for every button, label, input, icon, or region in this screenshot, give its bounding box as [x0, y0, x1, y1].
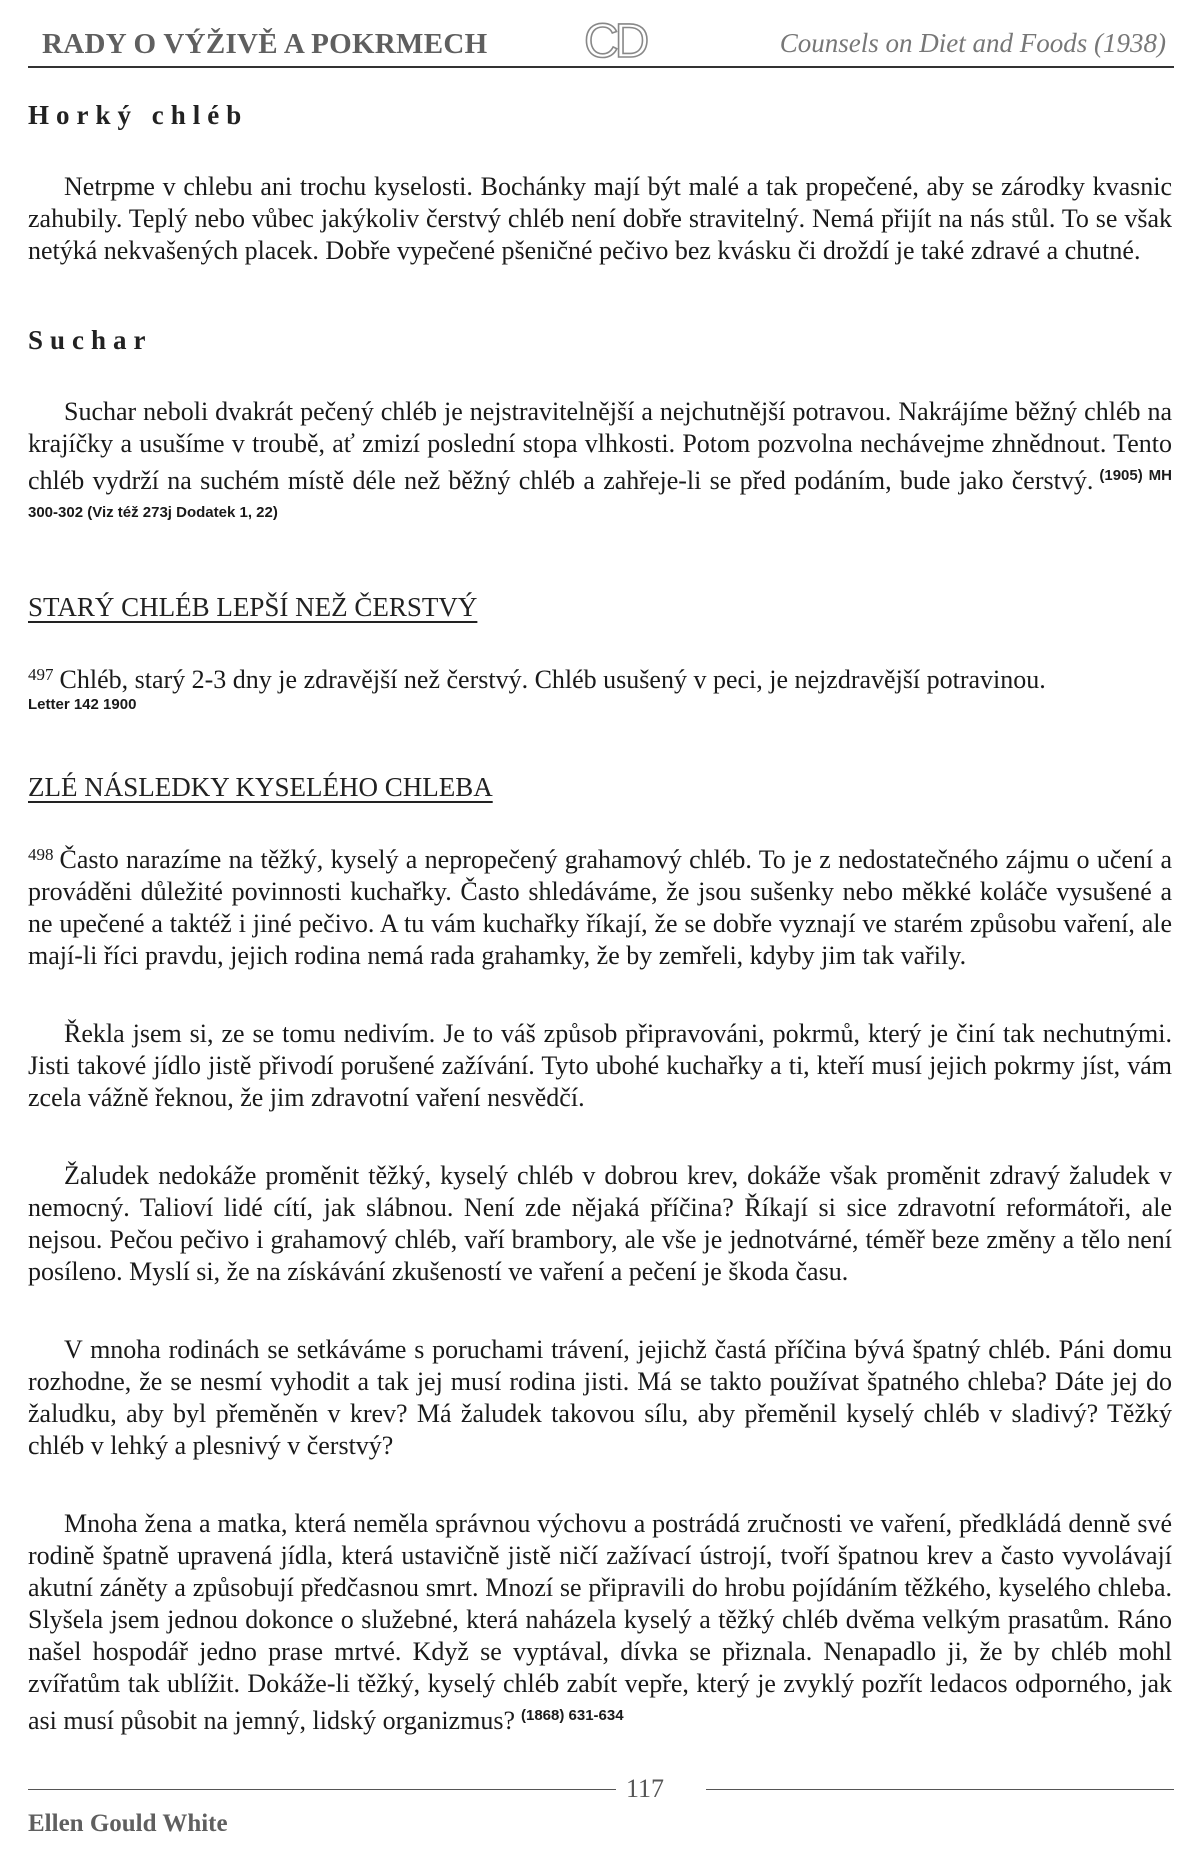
paragraph-number: 497 [28, 665, 54, 684]
section-title-rusk: Suchar [28, 325, 153, 355]
paragraph [28, 1508, 1172, 1737]
source-reference: Letter 142 1900 [28, 696, 137, 713]
section-title-hot-bread: Horký chléb [28, 100, 249, 130]
paragraph-text: Chléb, starý 2-3 dny je zdravější než čerstvý. Chléb usušený v peci, je nejzdravější potravinou. [59, 665, 1046, 694]
paragraph: Žaludek nedokáže proměnit těžký, kyselý chléb v dobrou krev, dokáže však proměnit zdravý žaludek v nemocný. Talioví lidé cítí, jak slábnou. Není zde nějaká příčina? Říkají si sice zdravotní reformátoři, ale nejsou. Pečou pečivo i grahamový chléb, vaří brambory, ale vše je jednotvárné, téměř beze změny a tělo není posíleno. Myslí si, že na získávání zkušeností ve vaření a pečení je škoda času. [28, 1161, 1172, 1286]
section-title-sour-bread: ZLÉ NÁSLEDKY KYSELÉHO CHLEBA [28, 772, 493, 802]
paragraph [28, 396, 1172, 534]
paragraph-text: Mnoha žena a matka, která neměla správnou výchovu a postrádá zručnosti ve vaření, předkládá denně své rodině špatně upravená jídla, která ustavičně jistě ničí zažívací ústrojí, tvoří špatnou krev a často vyvolávají akutní záněty a způsobují předčasnou smrt. Mnozí se připravili do hrobu pojídáním těžkého, kyselého chleba. Slyšela jsem jednou dokonce o služebné, která naházela kyselý a těžký chléb dvěma velkým prasatům. Ráno našel hospodář jedno prase mrtvé. Když se vyptával, dívka se přiznala. Nenapadlo ji, že by chléb mohl zvířatům tak ublížit. Dokáže-li těžký, kyselý chléb zabít vepře, který je zvyklý pozřít ledacos odporného, jak asi musí působit na jemný, lidský organizmus? [28, 1509, 1172, 1735]
paragraph: V mnoha rodinách se setkáváme s poruchami trávení, jejichž častá příčina bývá špatný chléb. Páni domu rozhodne, že se nesmí vyhodit a tak jej musí rodina jisti. Má se takto používat špatného chleba? Dáte jej do žaludku, aby byl přeměněn v krev? Má žaludek takovou sílu, aby přeměnil kyselý chléb v sladivý? Těžký chléb v lehký a plesnivý v čerstvý? [28, 1335, 1172, 1460]
paragraph-number: 498 [28, 845, 54, 864]
paragraph-text: Často narazíme na těžký, kyselý a nepropečený grahamový chléb. To je z nedostatečného zájmu o učení a prováděni důležité povinnosti kuchařky. Často shledáváme, že jsou sušenky nebo měkké koláče vysušené a ne upečené a taktéž i jiné pečivo. A tu vám kuchařky říkají, že se dobře vyznají ve starém způsobu vaření, ale mají-li říci pravdu, jejich rodina nemá rada grahamky, že by zemřeli, kdyby jim tak vařily. [28, 845, 1172, 970]
page-footer [28, 1760, 1174, 1840]
paragraph [28, 839, 1172, 972]
page-header [28, 16, 1174, 68]
cd-logo: CD [584, 15, 646, 68]
paragraph-text: Suchar neboli dvakrát pečený chléb je nejstravitelnější a nejchutnější potravou. Nakrájíme běžný chléb na krajíčky a usušíme v troubě, ať zmizí poslední stopa vlhkosti. Potom pozvolna nechávejme zhnědnout. Tento chléb vydrží na suchém místě déle než běžný chléb a zahřeje-li se před podáním, bude jako čerstvý. [28, 397, 1172, 495]
footer-rule-left [28, 1789, 616, 1790]
footer-rule-right [706, 1789, 1174, 1790]
header-book-title: RADY O VÝŽIVĚ A POKRMECH [42, 28, 488, 60]
section-title-old-bread: STARÝ CHLÉB LEPŠÍ NEŽ ČERSTVÝ [28, 592, 478, 622]
page-number: 117 [626, 1774, 665, 1803]
source-reference: (1868) 631-634 [520, 1707, 624, 1724]
header-english-title: Counsels on Diet and Foods (1938) [779, 28, 1166, 58]
source-reference: (1905) MH 300-302 (Viz též 273j Dodatek 1, 22) [28, 467, 1173, 521]
page-content [28, 100, 1172, 1737]
paragraph: Řekla jsem si, ze se tomu nedivím. Je to váš způsob připravováni, pokrmů, který je činí tak nechutnými. Jisti takové jídlo jistě přivodí porušené zažívání. Tyto ubohé kuchařky a ti, kteří musí jejich pokrmy jíst, vám zcela vážně řeknou, že jim zdravotní vaření nesvědčí. [28, 1019, 1172, 1112]
paragraph [28, 659, 1172, 714]
footer-author: Ellen Gould White [28, 1810, 228, 1837]
paragraph: Netrpme v chlebu ani trochu kyselosti. Bochánky mají být malé a tak propečené, aby se zárodky kvasnic zahubily. Teplý nebo vůbec jakýkoliv čerstvý chléb není dobře stravitelný. Nemá přijít na nás stůl. To se však netýká nekvašených placek. Dobře vypečené pšeničné pečivo bez kvásku či droždí je také zdravé a chutné. [28, 172, 1172, 265]
